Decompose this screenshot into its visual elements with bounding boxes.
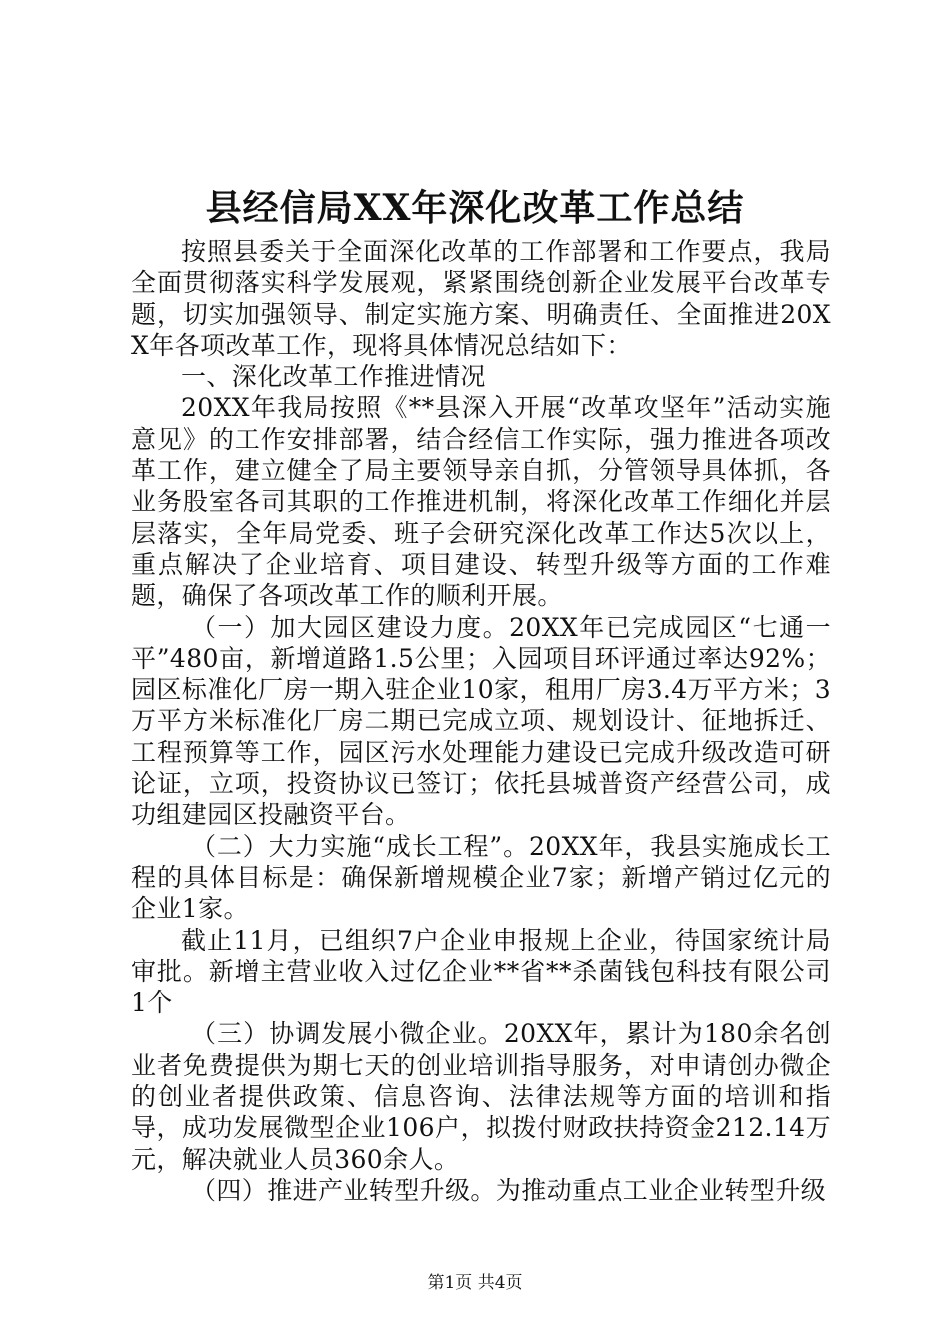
intro-paragraph: 按照县委关于全面深化改革的工作部署和工作要点，我局全面贯彻落实科学发展观，紧紧围绕创新企业发展平台改革专题，切实加强领导、制定实施方案、明确责任、全面推进20XX年各项改革工作，现将具体情况总结如下： — [131, 237, 831, 360]
item-2-paragraph: （二）大力实施“成长工程”。20XX年，我县实施成长工程的具体目标是：确保新增规模企业7家；新增产销过亿元的企业1家。 — [131, 831, 831, 924]
progress-paragraph: 截止11月，已组织7户企业申报规上企业，待国家统计局审批。新增主营业收入过亿企业**省**杀菌钱包科技有限公司1个 — [131, 925, 831, 1018]
page-number-footer: 第1页 共4页 — [427, 1273, 523, 1293]
item-4-paragraph: （四）推进产业转型升级。为推动重点工业企业转型升级 — [191, 1175, 827, 1205]
item-3-paragraph: （三）协调发展小微企业。20XX年，累计为180余名创业者免费提供为期七天的创业培训指导服务，对申请创办微企的创业者提供政策、信息咨询、法律法规等方面的培训和指导，成功发展微型企业106户，拟拨付财政扶持资金212.14万元，解决就业人员360余人。 — [131, 1019, 831, 1174]
item-1-paragraph: （一）加大园区建设力度。20XX年已完成园区“七通一平”480亩，新增道路1.5公里；入园项目环评通过率达92%；园区标准化厂房一期入驻企业10家，租用厂房3.4万平方米；3万平方米标准化厂房二期已完成立项、规划设计、征地拆迁、工程预算等工作，园区污水处理能力建设已完成升级改造可研论证，立项，投资协议已签订；依托县城普资产经营公司，成功组建园区投融资平台。 — [131, 612, 831, 830]
section-heading: 一、深化改革工作推进情况 — [181, 362, 486, 392]
document-title: 县经信局XX年深化改革工作总结 — [205, 187, 745, 229]
overview-paragraph: 20XX年我局按照《**县深入开展“改革攻坚年”活动实施意见》的工作安排部署，结合经信工作实际，强力推进各项改革工作，建立健全了局主要领导亲自抓，分管领导具体抓，各业务股室各司其职的工作推进机制，将深化改革工作细化并层层落实，全年局党委、班子会研究深化改革工作达5次以上，重点解决了企业培育、项目建设、转型升级等方面的工作难题，确保了各项改革工作的顺利开展。 — [131, 393, 831, 611]
document-body — [131, 236, 831, 1206]
